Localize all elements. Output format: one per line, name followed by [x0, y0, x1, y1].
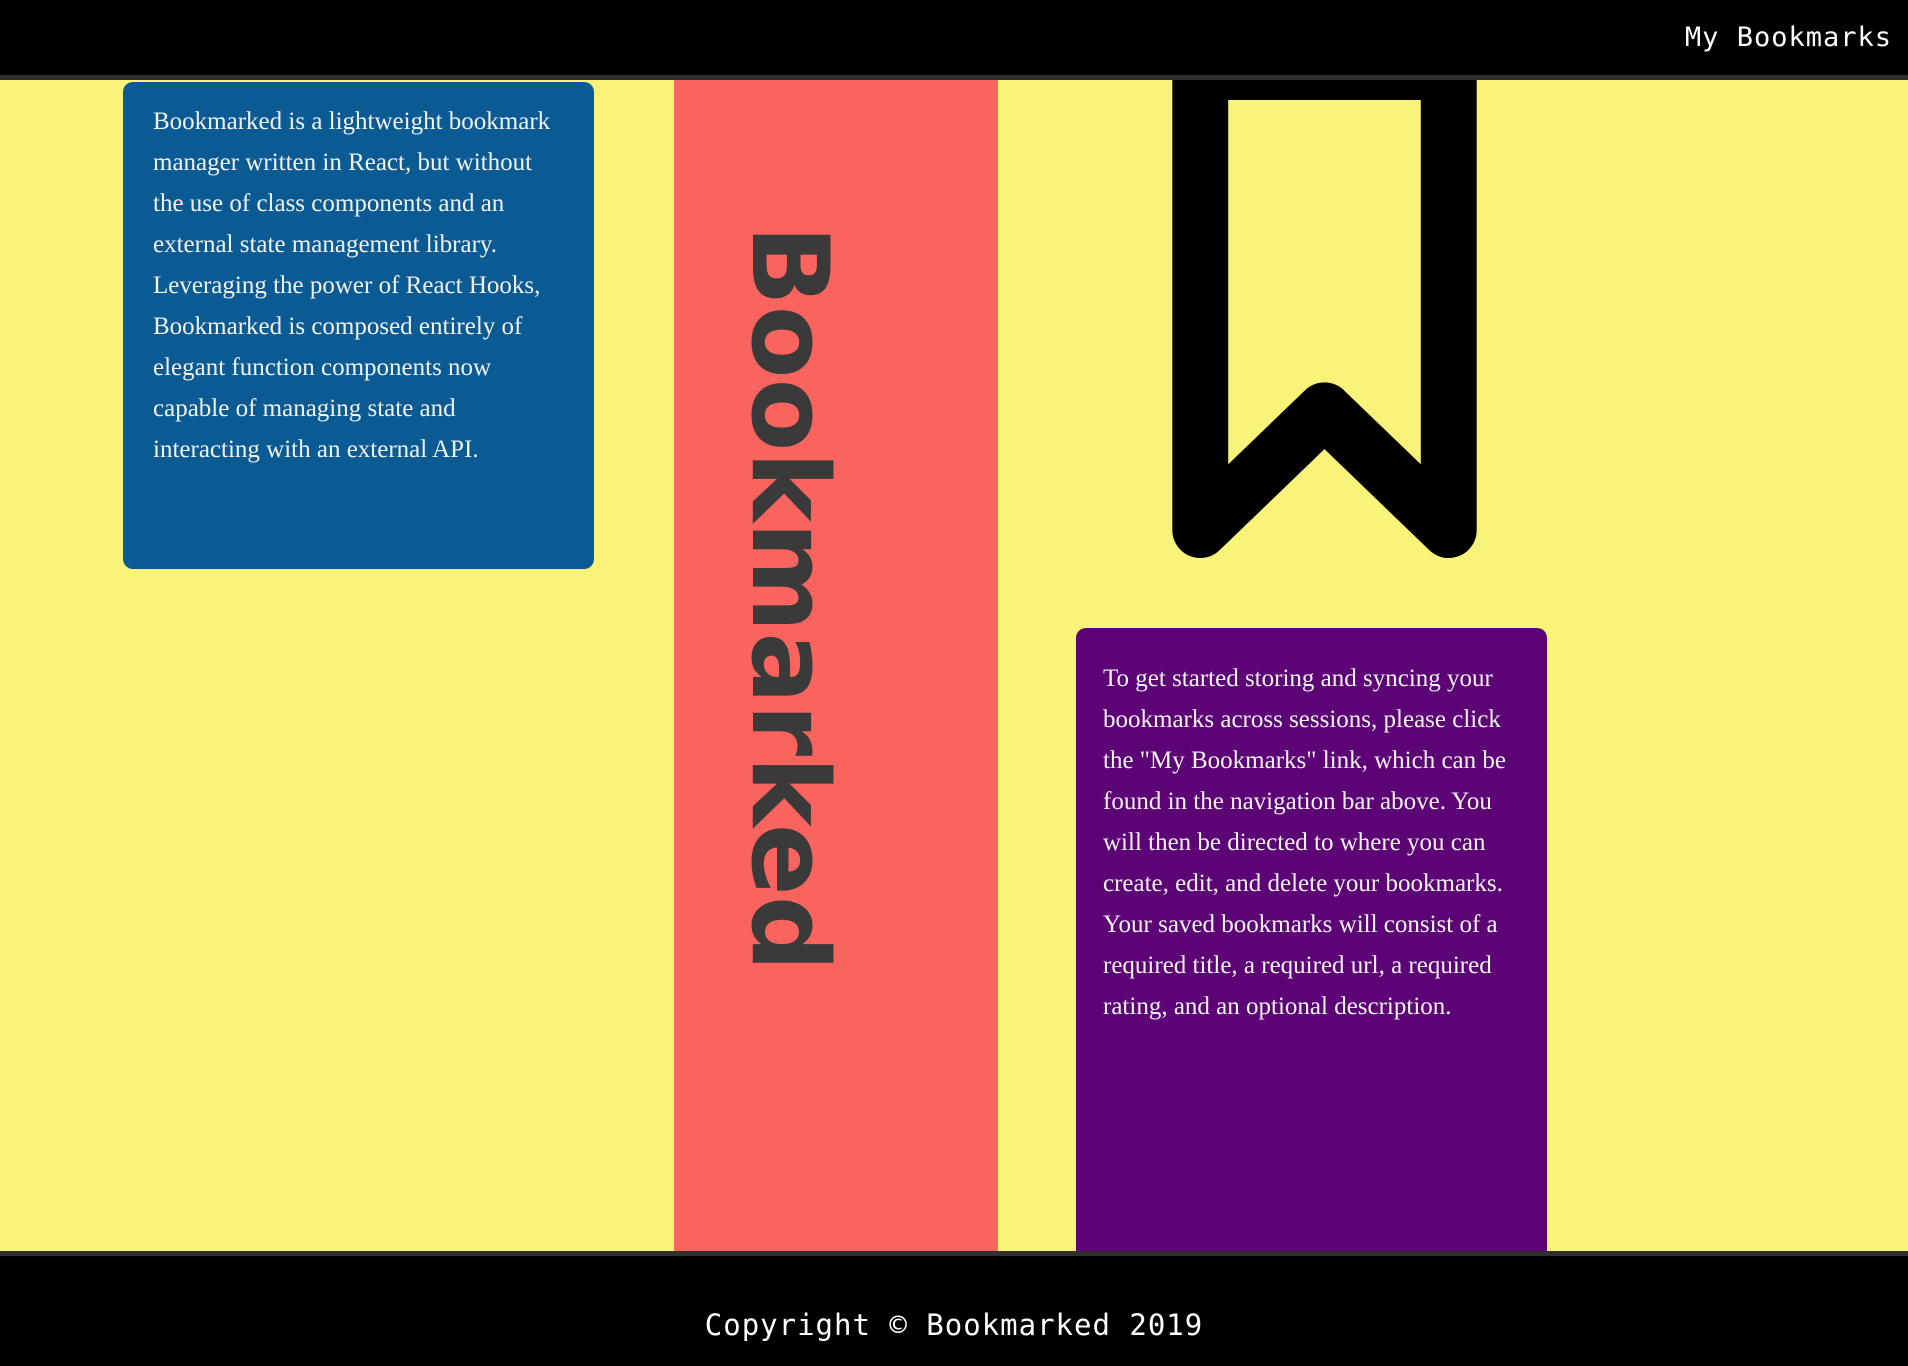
instructions-card [1076, 628, 1547, 1251]
intro-text: Bookmarked is a lightweight bookmark manager written in React, but without the use of class components and an external state management library. Leveraging the power of React Hooks, Bookmarked is composed entirely of elegant function components now capable of managing state and interacting with an external API. [153, 108, 551, 463]
nav-link-my-bookmarks[interactable]: My Bookmarks [1684, 22, 1892, 53]
footer [0, 1251, 1908, 1366]
bookmark-icon [1172, 80, 1477, 559]
navbar [0, 0, 1908, 80]
copyright-text: Copyright © Bookmarked 2019 [704, 1308, 1204, 1342]
intro-card [123, 82, 594, 569]
title-banner [674, 80, 998, 1251]
app-title: Bookmarked [728, 225, 851, 972]
instructions-text: To get started storing and syncing your bookmarks across sessions, please click the "My Bookmarks" link, which can be found in the navigation bar above. You will then be directed to where you can create, edit, and delete your bookmarks. Your saved bookmarks will consist of a required title, a required url, a required rating, and an optional description. [1103, 665, 1506, 1020]
